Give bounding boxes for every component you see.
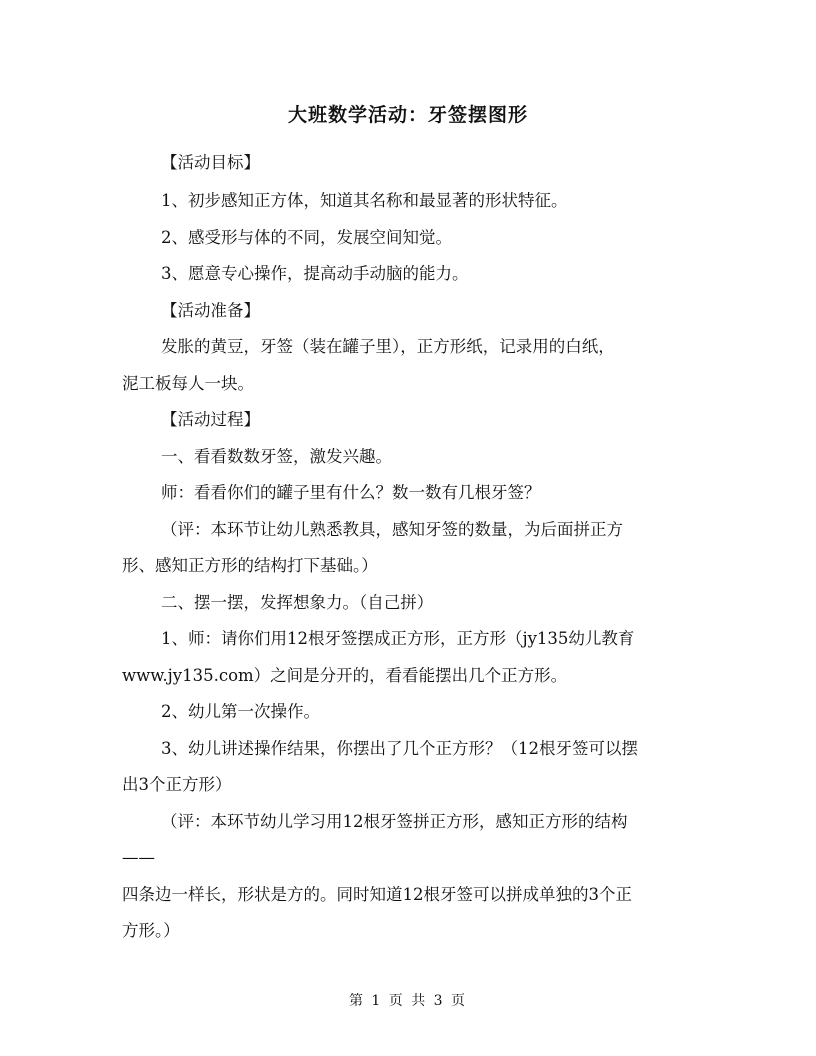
paragraph-line: 二、摆一摆，发挥想象力。（自己拼） [161,593,434,612]
paragraph-line: 发胀的黄豆，牙签（装在罐子里），正方形纸，记录用的白纸， [161,337,615,356]
page-number-footer: 第 1 页 共 3 页 [348,993,468,1009]
section-heading-goals: 【活动目标】 [161,153,260,172]
paragraph-line: 四条边一样长，形状是方的。同时知道12根牙签可以拼成单独的3个正 [122,885,632,904]
paragraph-line: （评：本环节让幼儿熟悉教具，感知牙签的数量，为后面拼正方 [161,520,623,539]
paragraph-line: 1、初步感知正方体，知道其名称和最显著的形状特征。 [161,191,568,210]
paragraph-line: 3、幼儿讲述操作结果，你摆出了几个正方形？（12根牙签可以摆 [161,739,638,758]
paragraph-line: 3、愿意专心操作，提高动手动脑的能力。 [161,264,469,283]
paragraph-line: 2、感受形与体的不同，发展空间知觉。 [161,228,452,247]
paragraph-line: 方形。） [122,921,180,940]
paragraph-line: —— [122,848,155,867]
paragraph-line: 2、幼儿第一次操作。 [161,702,320,721]
section-heading-process: 【活动过程】 [161,410,260,429]
paragraph-line: 1、师：请你们用12根牙签摆成正方形，正方形（jy135幼儿教育 [161,629,635,648]
document-title: 大班数学活动：牙签摆图形 [287,104,528,126]
paragraph-line: www.jy135.com）之间是分开的，看看能摆出几个正方形。 [122,666,568,685]
paragraph-line: 师：看看你们的罐子里有什么？数一数有几根牙签？ [161,483,541,502]
paragraph-line: 泥工板每人一块。 [122,374,254,393]
paragraph-line: 一、看看数数牙签，激发兴趣。 [161,447,392,466]
paragraph-line: 形、感知正方形的结构打下基础。） [122,556,378,575]
paragraph-line: （评：本环节幼儿学习用12根牙签拼正方形，感知正方形的结构 [161,812,628,831]
section-heading-preparation: 【活动准备】 [161,301,260,320]
paragraph-line: 出3个正方形） [122,775,232,794]
